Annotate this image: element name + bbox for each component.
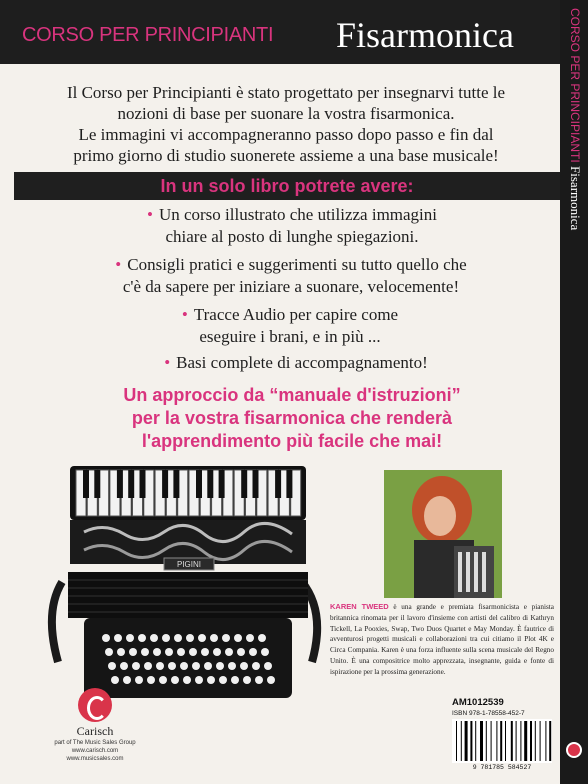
accordion-image: [44, 462, 330, 704]
barcode-number: 9 781785 584527: [472, 764, 532, 771]
author-photo: [384, 470, 502, 598]
bullet-text: chiare al posto di lunghe spiegazioni.: [165, 227, 419, 246]
publisher-group: part of The Music Sales Group: [54, 740, 136, 746]
intro-line: primo giorno di studio suonerete assieme a una base musicale!: [73, 146, 499, 165]
bullet-item: [116, 352, 476, 374]
bullet-text: eseguire i brani, e in più ...: [199, 327, 381, 346]
publisher-name: Carisch: [76, 724, 114, 738]
bullet-icon: •: [181, 305, 188, 324]
intro-line: Le immagini vi accompagneranno passo dopo passo e fin dal: [78, 125, 494, 144]
bullet-icon: •: [164, 353, 171, 372]
carisch-logo-icon: [78, 688, 112, 722]
bullet-item: [56, 254, 526, 298]
spine-text: [567, 8, 583, 230]
bullet-text: Basi complete di accompagnamento!: [176, 353, 428, 372]
accordion-brand-label: PIGINI: [176, 560, 202, 569]
author-bio-text: è una grande e premiata fisarmonicista e pianista britannica rinomata per il lavoro d'insieme con artisti del calibro di Kathryn Tickell, La Pooxies, Swap, Two Duos Quartet e May Monday. È fautrice di avventurosi progetti musicali e collaborazioni tra cui citiamo il Plot 4K e Circa Compania. Karen è una forza influente sulla scena musicale del Regno Unito. È una compositrice molto apprezzata, insegnante, guida e fonte di ispirazione per la prossima generazione.: [330, 603, 554, 676]
features-banner: In un solo libro potrete avere:: [14, 172, 560, 200]
bullet-icon: •: [146, 205, 153, 224]
author-name: KAREN TWEED: [330, 602, 389, 611]
intro-line: nozioni di base per suonare la vostra fisarmonica.: [117, 104, 455, 123]
bullet-text: Tracce Audio per capire come: [193, 305, 399, 324]
bullet-item: [140, 304, 440, 348]
series-title: CORSO PER PRINCIPIANTI: [22, 24, 274, 46]
book-title: Fisarmonica: [336, 15, 514, 55]
tagline-line: l'apprendimento più facile che mai!: [141, 431, 443, 451]
isbn: ISBN 978-1-78558-452-7: [452, 710, 525, 717]
spine-title: Fisarmonica: [568, 166, 583, 231]
bullet-item: [102, 204, 482, 248]
spine-series: CORSO PER PRINCIPIANTI: [568, 8, 582, 163]
catalog-number: AM1012539: [452, 697, 504, 708]
author-bio: [330, 602, 554, 678]
tagline-line: Un approccio da “manuale d'istruzioni”: [123, 385, 461, 405]
tagline-line: per la vostra fisarmonica che renderà: [131, 408, 453, 428]
publisher-block: [40, 688, 150, 763]
publisher-url: www.musicsales.com: [66, 756, 124, 762]
bullet-text: Un corso illustrato che utilizza immagini: [158, 205, 438, 224]
tagline: [70, 384, 514, 453]
intro-line: Il Corso per Principianti è stato progettato per insegnarvi tutte le: [66, 83, 506, 102]
bullet-icon: •: [115, 255, 122, 274]
intro-paragraph: [26, 82, 546, 166]
spine-publisher-logo-icon: [566, 742, 582, 758]
publisher-url: www.carisch.com: [71, 748, 119, 754]
header-bar: [0, 0, 560, 64]
barcode: [452, 719, 552, 763]
bullet-text: c'è da sapere per iniziare a suonare, velocemente!: [122, 277, 460, 296]
bullet-text: Consigli pratici e suggerimenti su tutto quello che: [127, 255, 467, 274]
